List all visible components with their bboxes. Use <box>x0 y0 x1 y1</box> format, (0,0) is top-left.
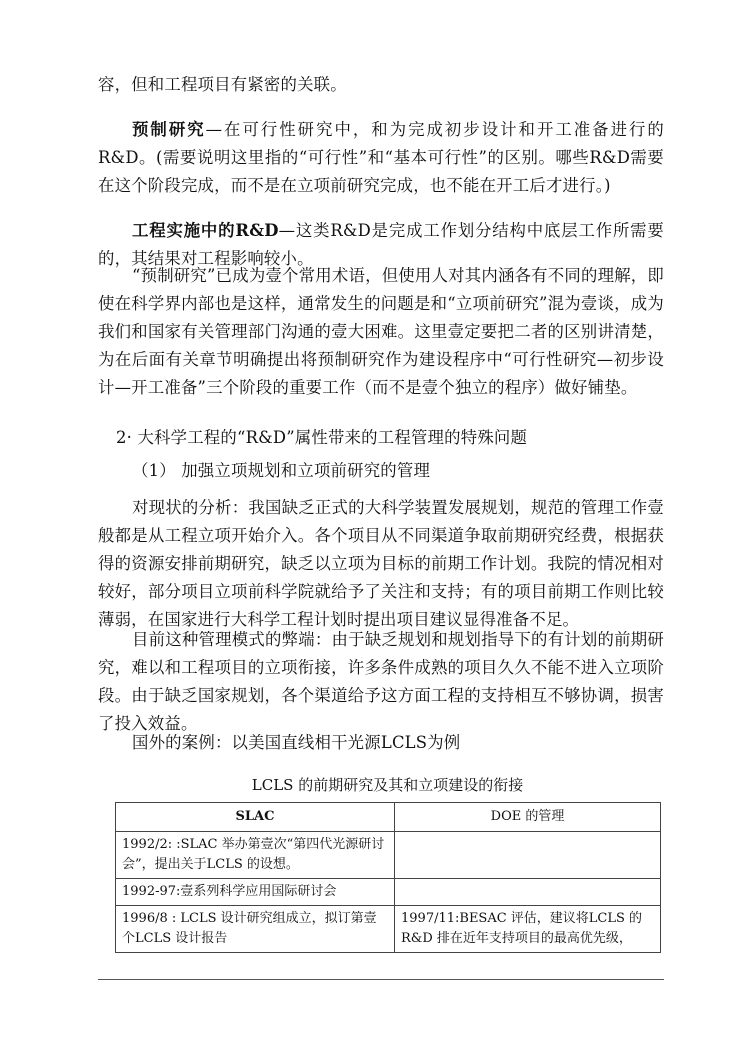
table-row <box>116 906 661 953</box>
table-row <box>116 832 661 879</box>
table-caption: LCLS 的前期研究及其和立项建设的衔接 <box>251 776 524 794</box>
lcls-table <box>115 802 661 953</box>
paragraph-term-discussion: “预制研究”已成为壹个常用术语，但使用人对其内涵各有不同的理解，即使在科学界内部也是这样，通常发生的问题是和“立项前研究”混为壹谈，成为我们和国家有关管理部门沟通的壹大困难。这里壹定要把二者的区别讲清楚，为在后面有关章节明确提出将预制研究作为建设程序中“可行性研究—初步设计—开工准备”三个阶段的重要工作（而不是壹个独立的程序）做好铺垫。 <box>98 266 664 397</box>
table-cell: 1992-97:壹系列科学应用国际研讨会 <box>116 879 395 906</box>
footer-divider <box>98 979 664 980</box>
table-cell: 1997/11:BESAC 评估，建议将LCLS 的R&D 排在近年支持项目的最高优先级， <box>395 906 661 953</box>
table-cell: 1996/8 : LCLS 设计研究组成立，拟订第壹个LCLS 设计报告 <box>116 906 395 953</box>
table-header-row <box>116 803 661 832</box>
table-cell <box>395 832 661 879</box>
paragraph-text: —在可行性研究中，和为完成初步设计和开工准备进行的R&D。(需要说明这里指的“可行性”和“基本可行性”的区别。哪些R&D需要在这个阶段完成，而不是在立项前研究完成，也不能在开工后才进行。) <box>98 120 664 195</box>
subsection-heading: （1） 加强立项规划和立项前研究的管理 <box>132 461 431 480</box>
paragraph-prefabrication-research <box>98 116 664 200</box>
term-bold: 工程实施中的R&D <box>132 221 279 240</box>
section-heading: 2· 大科学工程的“R&D”属性带来的工程管理的特殊问题 <box>116 428 528 447</box>
paragraph-continuation: 容，但和工程项目有紧密的关联。 <box>98 75 347 94</box>
term-bold: 预制研究 <box>132 120 206 139</box>
table-row <box>116 879 661 906</box>
paragraph-text: —这类R&D是完成工作划分结构中底层工作所需要的，其结果对工程影响较小。 <box>98 221 664 268</box>
paragraph-drawbacks: 目前这种管理模式的弊端：由于缺乏规划和规划指导下的有计划的前期研究，难以和工程项目的立项衔接，许多条件成熟的项目久久不能不进入立项阶段。由于缺乏国家规划，各个渠道给予这方面工程的支持相互不够协调，损害了投入效益。 <box>98 630 664 733</box>
header-slac: SLAC <box>116 803 395 832</box>
header-doe: DOE 的管理 <box>395 803 661 832</box>
table-cell <box>395 879 661 906</box>
paragraph-current-analysis: 对现状的分析：我国缺乏正式的大科学装置发展规划，规范的管理工作壹般都是从工程立项开始介入。各个项目从不同渠道争取前期研究经费，根据获得的资源安排前期研究，缺乏以立项为目标的前期工作计划。我院的情况相对较好，部分项目立项前科学院就给予了关注和支持；有的项目前期工作则比较薄弱，在国家进行大科学工程计划时提出项目建议显得准备不足。 <box>98 498 664 629</box>
paragraph-foreign-case: 国外的案例：以美国直线相干光源LCLS为例 <box>132 733 461 752</box>
table-cell: 1992/2: :SLAC 举办第壹次“第四代光源研讨会”，提出关于LCLS 的设想。 <box>116 832 395 879</box>
